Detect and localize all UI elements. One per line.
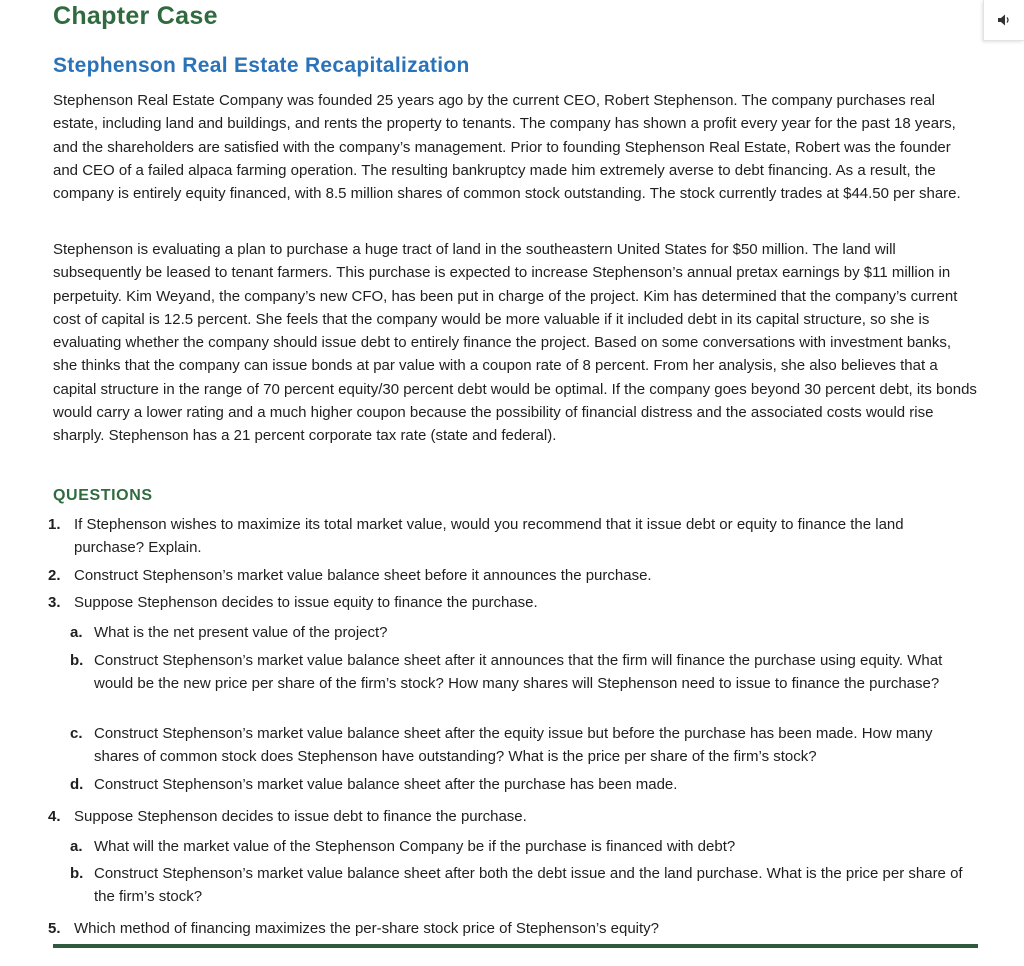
case-paragraph: Stephenson is evaluating a plan to purchase a huge tract of land in the southeastern United States for $50 million. The land will subsequently be leased to tenant farmers. This purchase is expected to increase Stephenson’s annual pretax earnings by $11 million in perpetuity. Kim Weyand, the company’s new CFO, has been put in charge of the project. Kim has determined that the company’s current cost of capital is 12.5 percent. She feels that the company would be more valuable if it included debt in its capital structure, so she is evaluating whether the company should issue debt to entirely finance the project. Based on some conversations with investment banks, she thinks that the company can issue bonds at par value with a coupon rate of 8 percent. From her analysis, she also believes that a capital structure in the range of 70 percent equity/30 percent debt would be optimal. If the company goes beyond 30 percent debt, its bonds would carry a lower rating and a much higher coupon because the possibility of financial distress and the associated costs would rise sharply. Stephenson has a 21 percent corporate tax rate (state and federal). xyxy=(53,241,977,445)
question-number: 5. xyxy=(48,920,61,937)
question-text: Construct Stephenson’s market value balance sheet after the equity issue but before the purchase has been made. How many shares of common stock does Stephenson have outstanding? What is the price per share of the firm’s stock? xyxy=(94,725,933,766)
question-text: What will the market value of the Stephenson Company be if the purchase is financed with debt? xyxy=(94,838,736,855)
question-text: Construct Stephenson’s market value balance sheet after both the debt issue and the land purchase. What is the price per share of the firm’s stock? xyxy=(94,865,963,906)
question-3c xyxy=(70,722,975,768)
question-5 xyxy=(48,917,973,940)
question-1 xyxy=(48,513,973,559)
question-text: Which method of financing maximizes the per-share stock price of Stephenson’s equity? xyxy=(74,920,660,937)
question-text: Construct Stephenson’s market value balance sheet after the purchase has been made. xyxy=(94,776,678,793)
question-number: 2. xyxy=(48,567,61,584)
question-letter: a. xyxy=(70,624,83,641)
question-3 xyxy=(48,591,973,614)
question-text: Suppose Stephenson decides to issue equity to finance the purchase. xyxy=(74,594,538,611)
audio-button[interactable] xyxy=(983,0,1024,41)
question-letter: a. xyxy=(70,838,83,855)
question-letter: b. xyxy=(70,865,84,882)
case-paragraph: Stephenson Real Estate Company was founded 25 years ago by the current CEO, Robert Stephenson. The company purchases real estate, including land and buildings, and rents the property to tenants. The company has shown a profit every year for the past 18 years, and the shareholders are satisfied with the company’s management. Prior to founding Stephenson Real Estate, Robert was the founder and CEO of a failed alpaca farming operation. The resulting bankruptcy made him extremely averse to debt financing. As a result, the company is entirely equity financed, with 8.5 million shares of common stock outstanding. The stock currently trades at $44.50 per share. xyxy=(53,92,961,203)
question-text: Suppose Stephenson decides to issue debt to finance the purchase. xyxy=(74,808,527,825)
question-3d xyxy=(70,773,975,796)
speaker-icon xyxy=(998,14,1011,26)
question-letter: b. xyxy=(70,652,84,669)
question-text: What is the net present value of the project? xyxy=(94,624,388,641)
case-title: Stephenson Real Estate Recapitalization xyxy=(53,54,470,77)
question-4 xyxy=(48,805,973,828)
question-text: Construct Stephenson’s market value balance sheet after it announces that the firm will finance the purchase using equity. What would be the new price per share of the firm’s stock? How many shares will Stephenson need to issue to finance the purchase? xyxy=(94,652,943,693)
bottom-divider xyxy=(53,944,978,948)
chapter-title: Chapter Case xyxy=(53,2,218,30)
question-letter: c. xyxy=(70,725,83,742)
question-4b xyxy=(70,862,975,908)
question-number: 1. xyxy=(48,516,61,533)
question-3a xyxy=(70,621,975,644)
question-3b xyxy=(70,649,975,695)
question-number: 3. xyxy=(48,594,61,611)
question-2 xyxy=(48,564,973,587)
question-letter: d. xyxy=(70,776,84,793)
questions-heading: QUESTIONS xyxy=(53,487,153,504)
question-4a xyxy=(70,835,975,858)
question-number: 4. xyxy=(48,808,61,825)
question-text: Construct Stephenson’s market value balance sheet before it announces the purchase. xyxy=(74,567,652,584)
question-text: If Stephenson wishes to maximize its total market value, would you recommend that it issue debt or equity to finance the land purchase? Explain. xyxy=(74,516,904,557)
